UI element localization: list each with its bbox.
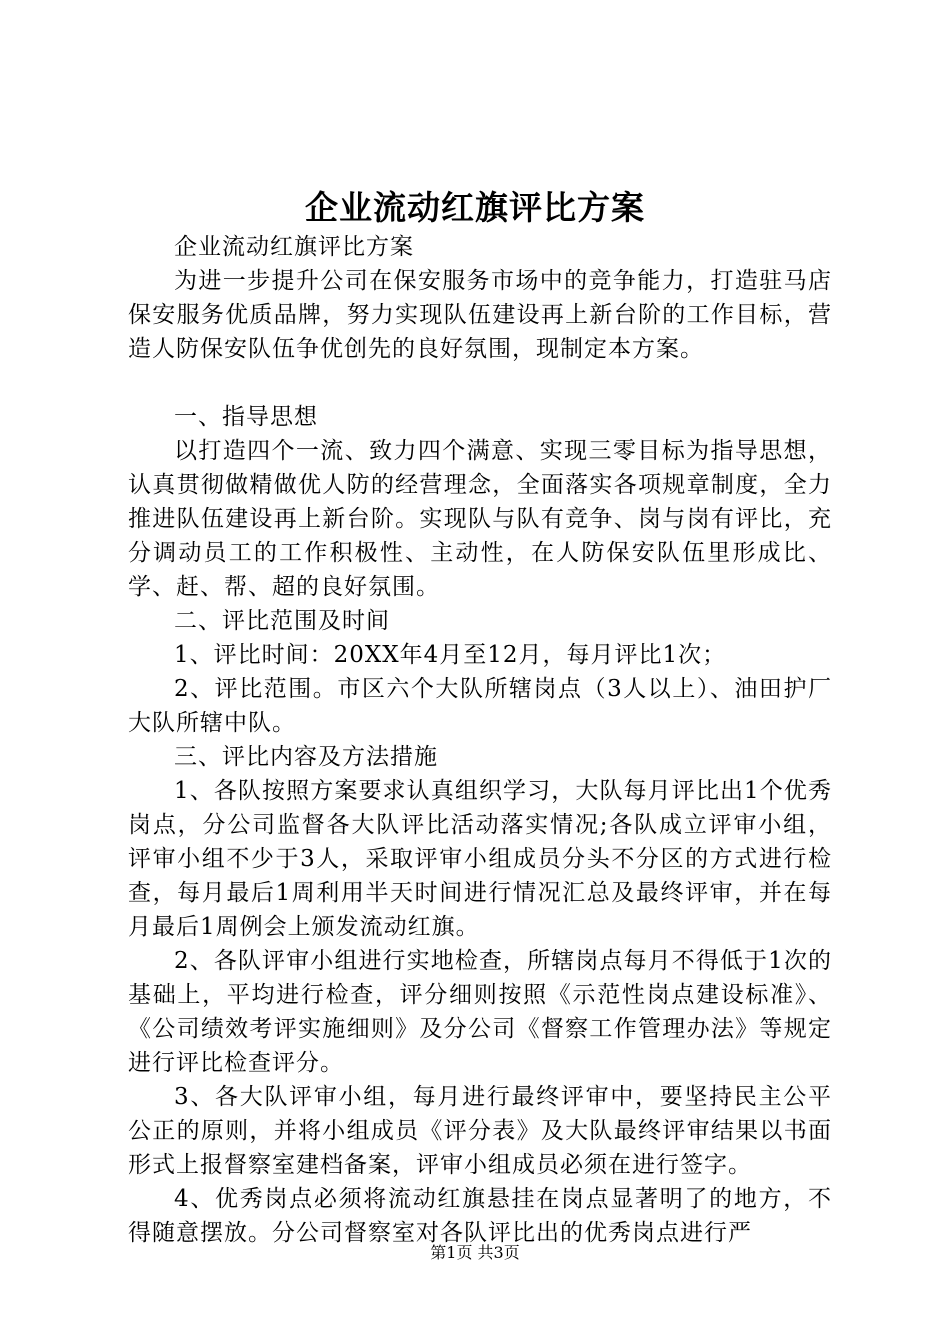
- document-body: [128, 230, 832, 1250]
- paragraph-intro: 为进一步提升公司在保安服务市场中的竞争能力，打造驻马店保安服务优质品牌，努力实现队伍建设再上新台阶的工作目标，营造人防保安队伍争优创先的良好氛围，现制定本方案。: [128, 268, 832, 362]
- paragraph-method-1: 1、各队按照方案要求认真组织学习，大队每月评比出1个优秀岗点，分公司监督各大队评比活动落实情况;各队成立评审小组，评审小组不少于3人，采取评审小组成员分头不分区的方式进行检查，每月最后1周利用半天时间进行情况汇总及最终评审，并在每月最后1周例会上颁发流动红旗。: [128, 778, 832, 940]
- document-title: 企业流动红旗评比方案: [305, 188, 645, 227]
- paragraph-guiding-thought: 以打造四个一流、致力四个满意、实现三零目标为指导思想，认真贯彻做精做优人防的经营理念，全面落实各项规章制度，全力推进队伍建设再上新台阶。实现队与队有竞争、岗与岗有评比，充分调动员工的工作积极性、主动性，在人防保安队伍里形成比、学、赶、帮、超的良好氛围。: [128, 438, 832, 600]
- page-footer: 第1页 共3页: [430, 1243, 520, 1262]
- section-heading-scope-time: 二、评比范围及时间: [174, 608, 390, 634]
- paragraph-evaluation-scope: 2、评比范围。市区六个大队所辖岗点（3人以上）、油田护厂大队所辖中队。: [128, 676, 832, 736]
- paragraph-subtitle: 企业流动红旗评比方案: [174, 234, 414, 260]
- section-heading-guiding-thought: 一、指导思想: [174, 404, 318, 430]
- paragraph-method-4: 4、优秀岗点必须将流动红旗悬挂在岗点显著明了的地方，不得随意摆放。分公司督察室对各队评比出的优秀岗点进行严: [128, 1186, 832, 1246]
- paragraph-evaluation-time: 1、评比时间：20XX年4月至12月，每月评比1次；: [174, 642, 727, 668]
- paragraph-method-3: 3、各大队评审小组，每月进行最终评审中，要坚持民主公平公正的原则，并将小组成员《评分表》及大队最终评审结果以书面形式上报督察室建档备案，评审小组成员必须在进行签字。: [128, 1084, 832, 1178]
- paragraph-method-2: 2、各队评审小组进行实地检查，所辖岗点每月不得低于1次的基础上，平均进行检查，评分细则按照《示范性岗点建设标准》、《公司绩效考评实施细则》及分公司《督察工作管理办法》等规定进行评比检查评分。: [128, 948, 832, 1076]
- section-heading-content-methods: 三、评比内容及方法措施: [174, 744, 438, 770]
